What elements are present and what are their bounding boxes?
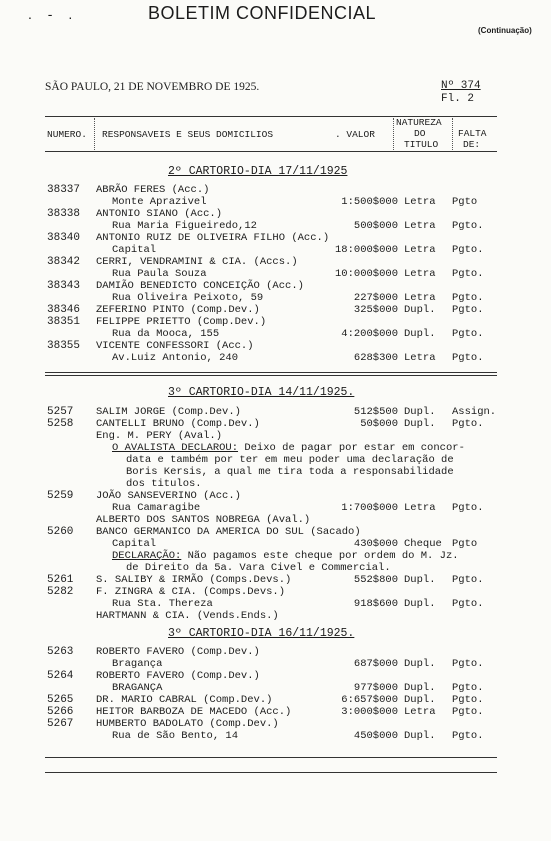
entry-reason: Pgto. <box>452 574 484 586</box>
entry-reason: Assign. <box>452 406 497 418</box>
entry-text: HARTMANN & CIA. (Vends.Ends.) <box>96 610 279 622</box>
entry-text: VICENTE CONFESSORI (Acc.) <box>96 340 254 352</box>
entry-number: 5282 <box>47 586 74 598</box>
entry-title-type: Cheque <box>404 538 442 550</box>
entry-reason: Pgto. <box>452 220 484 232</box>
entry-text: HEITOR BARBOZA DE MACEDO (Acc.) <box>96 706 292 718</box>
entry-reason: Pgto. <box>452 328 484 340</box>
entry-title-type: Dupl. <box>404 406 436 418</box>
entry-title-type: Letra <box>404 292 436 304</box>
city-date: SÃO PAULO, 21 DE NOVEMBRO DE 1925. <box>45 81 260 93</box>
entry-text: DR. MARIO CABRAL (Comp.Dev.) <box>96 694 273 706</box>
entry-text: ZEFERINO PINTO (Comp.Dev.) <box>96 304 260 316</box>
entry-reason: Pgto. <box>452 304 484 316</box>
folio-number: Fl. 2 <box>441 93 475 105</box>
entry-title-type: Letra <box>404 196 436 208</box>
entry-value: 918$600 <box>353 598 398 610</box>
entry-value: 18:000$000 <box>334 244 398 256</box>
entry-text: ALBERTO DOS SANTOS NOBREGA (Aval.) <box>96 514 311 526</box>
entry-title-type: Letra <box>404 220 436 232</box>
entry-text: CANTELLI BRUNO (Comp.Dev.) <box>96 418 260 430</box>
entry-value: 10:000$000 <box>334 268 398 280</box>
declaration-label: DECLARAÇÃO: <box>112 550 182 562</box>
document-title: BOLETIM CONFIDENCIAL <box>148 3 377 23</box>
entry-title-type: Dupl. <box>404 328 436 340</box>
entry-title-type: Dupl. <box>404 658 436 670</box>
entry-text: ANTONIO RUIZ DE OLIVEIRA FILHO (Acc.) <box>96 232 330 244</box>
entry-title-type: Dupl. <box>404 304 436 316</box>
entry-reason: Pgto. <box>452 418 484 430</box>
col-natureza-3: TITULO <box>404 139 439 150</box>
entry-text: Rua da Mooca, 155 <box>112 328 220 340</box>
entry-value: 977$000 <box>353 682 398 694</box>
section-rule <box>45 375 497 376</box>
entry-number: 5259 <box>47 490 74 502</box>
entry-text: CERRI, VENDRAMINI & CIA. (Accs.) <box>96 256 298 268</box>
col-divider <box>393 118 394 150</box>
entry-value: 628$300 <box>353 352 398 364</box>
entry-reason: Pgto. <box>452 598 484 610</box>
entry-title-type: Dupl. <box>404 694 436 706</box>
entry-reason: Pgto <box>452 538 478 550</box>
col-numero: NUMERO. <box>47 129 87 140</box>
entry-value: 325$000 <box>353 304 398 316</box>
entry-text: DAMIÃO BENEDICTO CONCEIÇÃO (Acc.) <box>96 280 304 292</box>
entry-text: JOÃO SANSEVERINO (Acc.) <box>96 490 241 502</box>
entry-title-type: Dupl. <box>404 418 436 430</box>
entry-text: Bragança <box>112 658 163 670</box>
entry-reason: Pgto. <box>452 268 484 280</box>
entry-number: 38343 <box>47 280 81 292</box>
entry-text: Boris Kersis, a qual me tira toda a responsabilidade <box>126 466 454 478</box>
entry-text: dos titulos. <box>126 478 202 490</box>
entry-text: BANCO GERMANICO DA AMERICA DO SUL (Sacado) <box>96 526 361 538</box>
entry-text: Capital <box>112 538 157 550</box>
entry-value: 430$000 <box>353 538 398 550</box>
entry-text: ANTONIO SIANO (Acc.) <box>96 208 223 220</box>
continuation-label: (Continuação) <box>478 26 532 35</box>
entry-number: 5260 <box>47 526 74 538</box>
col-valor: . VALOR <box>335 129 375 140</box>
entry-number: 5265 <box>47 694 74 706</box>
entry-title-type: Letra <box>404 706 436 718</box>
entry-text: Rua Camaragibe <box>112 502 201 514</box>
entry-text: Rua Maria Figueiredo,12 <box>112 220 257 232</box>
corner-marks: . - . <box>28 6 79 22</box>
entry-value: 687$000 <box>353 658 398 670</box>
entry-number: 38351 <box>47 316 81 328</box>
entry-text: Capital <box>112 244 157 256</box>
entry-text: S. SALIBY & IRMÃO (Comps.Devs.) <box>96 574 292 586</box>
entry-title-type: Dupl. <box>404 730 436 742</box>
entry-value: 1:700$000 <box>341 502 398 514</box>
entry-title-type: Dupl. <box>404 682 436 694</box>
entry-value: 227$000 <box>353 292 398 304</box>
entry-number: 38340 <box>47 232 81 244</box>
entry-reason: Pgto. <box>452 658 484 670</box>
entry-title-type: Dupl. <box>404 574 436 586</box>
entry-text: SALIM JORGE (Comp.Dev.) <box>96 406 241 418</box>
entry-number: 5258 <box>47 418 74 430</box>
entry-text: F. ZINGRA & CIA. (Comps.Devs.) <box>96 586 286 598</box>
entry-text: Monte Aprazivel <box>112 196 207 208</box>
entry-value: 4:200$000 <box>341 328 398 340</box>
entry-text: ROBERTO FAVERO (Comp.Dev.) <box>96 646 260 658</box>
declaration-text: DECLARAÇÃO: Não pagamos este cheque por ordem do M. Jz. <box>112 550 459 562</box>
section-heading: 3º CARTORIO-DIA 14/11/1925. <box>168 386 355 399</box>
entry-number: 38338 <box>47 208 81 220</box>
entry-title-type: Letra <box>404 268 436 280</box>
entry-text: data e também por ter em meu poder uma declaração de <box>126 454 454 466</box>
entry-text: de Direito da 5a. Vara Civel e Commercial. <box>126 562 391 574</box>
declaration-label: O AVALISTA DECLAROU: <box>112 442 239 454</box>
declaration-text: O AVALISTA DECLAROU: Deixo de pagar por estar em concor- <box>112 442 465 454</box>
entry-text: BRAGANÇA <box>112 682 163 694</box>
entry-number: 38342 <box>47 256 81 268</box>
bulletin-number: Nº 374 <box>441 80 481 92</box>
entry-text: FELIPPE PRIETTO (Comp.Dev.) <box>96 316 267 328</box>
entry-value: 500$000 <box>353 220 398 232</box>
entry-value: 50$000 <box>360 418 398 430</box>
col-natureza-1: NATUREZA <box>396 117 442 128</box>
entry-number: 38355 <box>47 340 81 352</box>
entry-number: 38337 <box>47 184 81 196</box>
footer-rule <box>45 757 497 758</box>
col-falta-2: DE: <box>463 139 481 150</box>
header-bottom-rule <box>45 151 497 152</box>
section-heading: 3º CARTORIO-DIA 16/11/1925. <box>168 627 355 640</box>
entry-text: Rua de São Bento, 14 <box>112 730 239 742</box>
col-responsaveis: RESPONSAVEIS E SEUS DOMICILIOS <box>102 129 274 140</box>
col-divider <box>94 118 95 150</box>
entry-number: 5263 <box>47 646 74 658</box>
col-natureza-2: DO <box>414 128 426 139</box>
entry-text: Rua Paula Souza <box>112 268 207 280</box>
entry-value: 450$000 <box>353 730 398 742</box>
section-rule <box>45 372 497 373</box>
footer-rule <box>45 772 497 773</box>
entry-reason: Pgto. <box>452 730 484 742</box>
entry-text: HUMBERTO BADOLATO (Comp.Dev.) <box>96 718 279 730</box>
entry-value: 6:657$000 <box>341 694 398 706</box>
entry-reason: Pgto. <box>452 682 484 694</box>
entry-number: 5257 <box>47 406 74 418</box>
entry-reason: Pgto. <box>452 292 484 304</box>
entry-text: Rua Oliveira Peixoto, 59 <box>112 292 264 304</box>
entry-reason: Pgto. <box>452 244 484 256</box>
entry-text: Av.Luiz Antonio, 240 <box>112 352 239 364</box>
entry-title-type: Dupl. <box>404 598 436 610</box>
entry-number: 5261 <box>47 574 74 586</box>
col-divider <box>452 118 453 150</box>
entry-value: 512$500 <box>353 406 398 418</box>
entry-reason: Pgto. <box>452 706 484 718</box>
entry-reason: Pgto. <box>452 502 484 514</box>
entry-title-type: Letra <box>404 352 436 364</box>
entry-number: 5267 <box>47 718 74 730</box>
entry-number: 38346 <box>47 304 81 316</box>
entry-value: 552$800 <box>353 574 398 586</box>
entry-text: Rua Sta. Thereza <box>112 598 213 610</box>
entry-reason: Pgto. <box>452 694 484 706</box>
entry-value: 1:500$000 <box>341 196 398 208</box>
entry-number: 5264 <box>47 670 74 682</box>
entry-value: 3:000$000 <box>341 706 398 718</box>
col-falta-1: FALTA <box>458 128 487 139</box>
entry-title-type: Letra <box>404 244 436 256</box>
entry-text: Eng. M. PERY (Aval.) <box>96 430 223 442</box>
entry-reason: Pgto. <box>452 352 484 364</box>
entry-number: 5266 <box>47 706 74 718</box>
entry-reason: Pgto <box>452 196 478 208</box>
entry-text: ABRÃO FERES (Acc.) <box>96 184 210 196</box>
entry-title-type: Letra <box>404 502 436 514</box>
section-heading: 2º CARTORIO-DIA 17/11/1925 <box>168 165 348 178</box>
entry-text: ROBERTO FAVERO (Comp.Dev.) <box>96 670 260 682</box>
